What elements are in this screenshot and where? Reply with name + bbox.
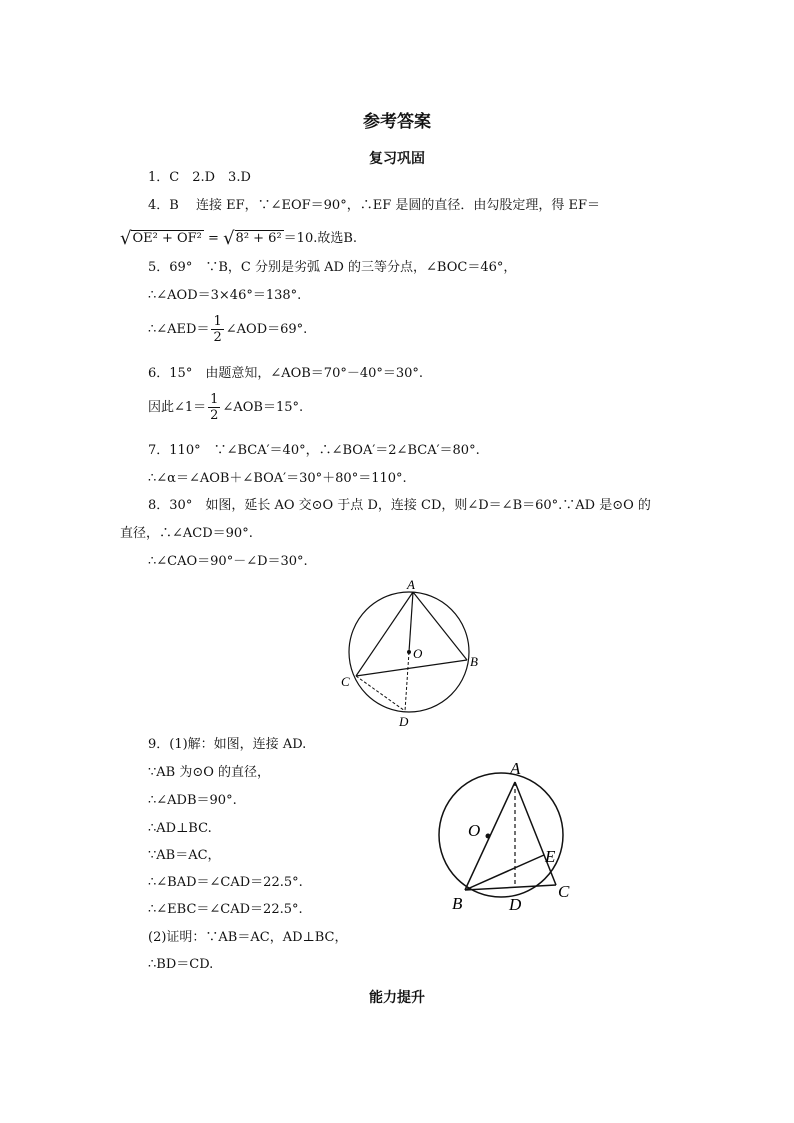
answer-1-3: 1．C 2.D 3.D bbox=[148, 170, 251, 185]
answer-9-line1: 9．(1)解：如图，连接 AD. bbox=[148, 737, 307, 752]
answer-4-line1: 4．B 连接 EF，∵∠EOF＝90°，∴EF 是圆的直径．由勾股定理，得 EF＝ bbox=[148, 198, 600, 213]
radicand-2: 8² + 6² bbox=[235, 231, 282, 246]
radical-sign: √ bbox=[223, 228, 235, 249]
segment-ao bbox=[409, 592, 413, 652]
segment-be bbox=[465, 855, 544, 890]
center-point bbox=[407, 650, 411, 654]
answer-9-line3: ∴∠ADB＝90°. bbox=[148, 793, 237, 808]
answer-6-line1: 6．15° 由题意知，∠AOB＝70°－40°＝30°. bbox=[148, 366, 424, 381]
label-b: B bbox=[470, 654, 478, 669]
label-o: O bbox=[413, 646, 423, 661]
answer-5-line2: ∴∠AOD＝3×46°＝138°. bbox=[148, 288, 302, 303]
answer-7-line1: 7．110° ∵∠BCA′＝40°，∴∠BOA′＝2∠BCA′＝80°. bbox=[148, 443, 480, 458]
numerator: 1 bbox=[210, 392, 219, 407]
answer-5-line3 bbox=[148, 314, 307, 345]
radicand-1: OE² + OF² bbox=[132, 231, 202, 246]
section-heading-review: 复习巩固 bbox=[369, 151, 425, 167]
equals: = bbox=[203, 231, 224, 246]
radical-sign: √ bbox=[120, 228, 132, 249]
label-b: B bbox=[452, 894, 463, 913]
center-point bbox=[486, 834, 491, 839]
answer-4-line2 bbox=[120, 230, 357, 247]
denominator: 2 bbox=[210, 408, 219, 423]
fraction-suffix: ∠AOD＝69°. bbox=[225, 322, 308, 337]
answer-5-line1: 5．69° ∵B，C 分别是劣弧 AD 的三等分点，∠BOC＝46°， bbox=[148, 260, 517, 275]
answer-7-line2: ∴∠α＝∠AOB＋∠BOA′＝30°＋80°＝110°. bbox=[148, 471, 407, 486]
label-a: A bbox=[510, 759, 521, 778]
answer-9-line4: ∴AD⊥BC. bbox=[148, 821, 212, 836]
label-a: A bbox=[407, 577, 415, 592]
figure-2-circle-diagram bbox=[414, 750, 594, 920]
answer-6-line2 bbox=[148, 392, 303, 423]
label-c: C bbox=[341, 674, 350, 689]
answer-8-line1: 8．30° 如图，延长 AO 交⊙O 于点 D，连接 CD，则∠D＝∠B＝60°.∵AD 是⊙O 的 bbox=[148, 498, 651, 513]
answer-9-line5: ∵AB＝AC， bbox=[148, 848, 221, 863]
page-title: 参考答案 bbox=[363, 112, 431, 132]
segment-cb bbox=[356, 660, 467, 676]
answer-9-line2: ∵AB 为⊙O 的直径， bbox=[148, 765, 271, 780]
segment-cd-dashed bbox=[356, 676, 405, 711]
figure-1-circle-diagram bbox=[336, 574, 496, 734]
fraction-prefix: 因此∠1＝ bbox=[148, 400, 207, 415]
answer-9-line6: ∴∠BAD＝∠CAD＝22.5°. bbox=[148, 875, 303, 890]
label-d: D bbox=[399, 714, 409, 729]
answer-9-line8: (2)证明：∵AB＝AC，AD⊥BC， bbox=[148, 930, 348, 945]
answer-8-line3: ∴∠CAO＝90°－∠D＝30°. bbox=[148, 554, 308, 569]
answer-4-tail: ＝10.故选B. bbox=[283, 231, 358, 246]
label-e: E bbox=[545, 847, 556, 866]
label-d: D bbox=[509, 895, 522, 914]
fraction-suffix: ∠AOB＝15°. bbox=[222, 400, 304, 415]
label-o: O bbox=[468, 821, 481, 840]
circle-o bbox=[439, 773, 563, 897]
segment-od-dashed bbox=[405, 652, 409, 711]
denominator: 2 bbox=[213, 330, 222, 345]
fraction-half bbox=[211, 314, 223, 345]
answer-9-line7: ∴∠EBC＝∠CAD＝22.5°. bbox=[148, 902, 303, 917]
answer-8-line2: 直径，∴∠ACD＝90°. bbox=[120, 526, 253, 541]
fraction-half bbox=[208, 392, 220, 423]
numerator: 1 bbox=[213, 314, 222, 329]
fraction-prefix: ∴∠AED＝ bbox=[148, 322, 210, 337]
section-heading-advanced: 能力提升 bbox=[369, 990, 425, 1006]
label-c: C bbox=[558, 882, 570, 901]
segment-ac bbox=[356, 592, 413, 676]
answer-9-line9: ∴BD＝CD. bbox=[148, 957, 214, 972]
segment-bc bbox=[465, 885, 556, 890]
